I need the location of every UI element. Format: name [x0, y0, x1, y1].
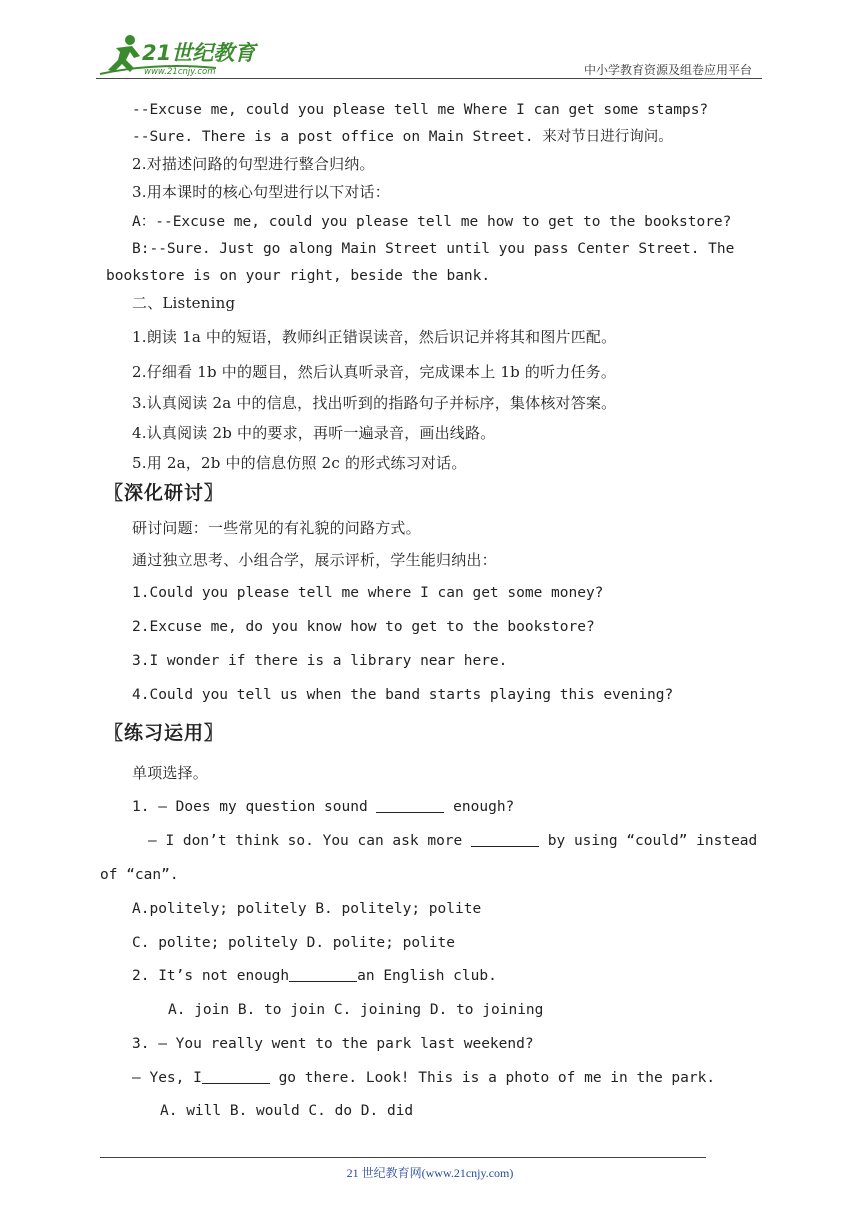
question-1-line-1: 1. — Does my question sound enough? [132, 799, 515, 815]
question-2: 2. It’s not enough an English club. [132, 968, 497, 984]
deepen-item-4: 4.Could you tell us when the band starts playing this evening? [132, 687, 674, 703]
section-title-practice: 〖练习运用〗 [104, 722, 225, 744]
question-3-line-2: — Yes, I go there. Look! This is a photo of me in the park. [132, 1070, 716, 1086]
step-3: 3.用本课时的核心句型进行以下对话： [132, 183, 390, 201]
question-3-line-1: 3. — You really went to the park last weekend? [132, 1036, 534, 1052]
question-1-options-ab: A.politely; politely B. politely; polite [132, 901, 482, 917]
listening-1: 1.朗读 1a 中的短语，教师纠正错误读音，然后识记并将其和图片匹配。 [132, 328, 617, 346]
deepen-item-2: 2.Excuse me, do you know how to get to the bookstore? [132, 619, 595, 635]
answer-blank [289, 967, 357, 982]
listening-5: 5.用 2a，2b 中的信息仿照 2c 的形式练习对话。 [132, 454, 467, 472]
listening-heading: 二、Listening [132, 294, 236, 312]
deepen-question: 研讨问题：一些常见的有礼貌的问路方式。 [132, 519, 421, 537]
listening-3: 3.认真阅读 2a 中的信息，找出听到的指路句子并标序，集体核对答案。 [132, 394, 617, 412]
logo-21cnjy [96, 32, 266, 78]
deepen-item-1: 1.Could you please tell me where I can get some money? [132, 585, 604, 601]
deepen-item-3: 3.I wonder if there is a library near here. [132, 653, 508, 669]
page-header [96, 30, 760, 80]
dialog-line-2: --Sure. There is a post office on Main Street. 来对节日进行询问。 [132, 129, 673, 145]
question-2-options: A. join B. to join C. joining D. to joining [168, 1002, 544, 1018]
header-divider [96, 78, 762, 79]
question-1-options-cd: C. polite; politely D. polite; polite [132, 935, 456, 951]
footer-divider [100, 1157, 706, 1158]
question-1-line-3: of “can”. [100, 867, 179, 883]
logo-text: 21世纪教育 [142, 41, 256, 65]
answer-blank [471, 832, 539, 847]
dialog-b-cont: bookstore is on your right, beside the bank. [106, 268, 491, 284]
section-title-deepen: 〖深化研讨〗 [104, 482, 225, 504]
header-platform-name: 中小学教育资源及组卷应用平台 [583, 63, 752, 77]
question-1-line-2: — I don’t think so. You can ask more by using “could” instead [148, 833, 758, 849]
step-2: 2.对描述问路的句型进行整合归纳。 [132, 155, 375, 173]
answer-blank [376, 798, 444, 813]
listening-2: 2.仔细看 1b 中的题目，然后认真听录音，完成课本上 1b 的听力任务。 [132, 363, 617, 381]
dialog-a: A：--Excuse me, could you please tell me how to get to the bookstore? [132, 214, 732, 230]
dialog-line-1: --Excuse me, could you please tell me Where I can get some stamps? [132, 102, 709, 118]
listening-4: 4.认真阅读 2b 中的要求，再听一遍录音，画出线路。 [132, 424, 496, 442]
footer-text: 21 世纪教育网(www.21cnjy.com) [346, 1166, 514, 1180]
logo-url: www.21cnjy.com [144, 67, 216, 77]
deepen-intro: 通过独立思考、小组合学，展示评析，学生能归纳出： [132, 551, 497, 569]
question-3-options: A. will B. would C. do D. did [160, 1103, 414, 1119]
dialog-b: B:--Sure. Just go along Main Street until you pass Center Street. The [132, 241, 735, 257]
practice-intro: 单项选择。 [132, 764, 209, 782]
answer-blank [202, 1069, 270, 1084]
